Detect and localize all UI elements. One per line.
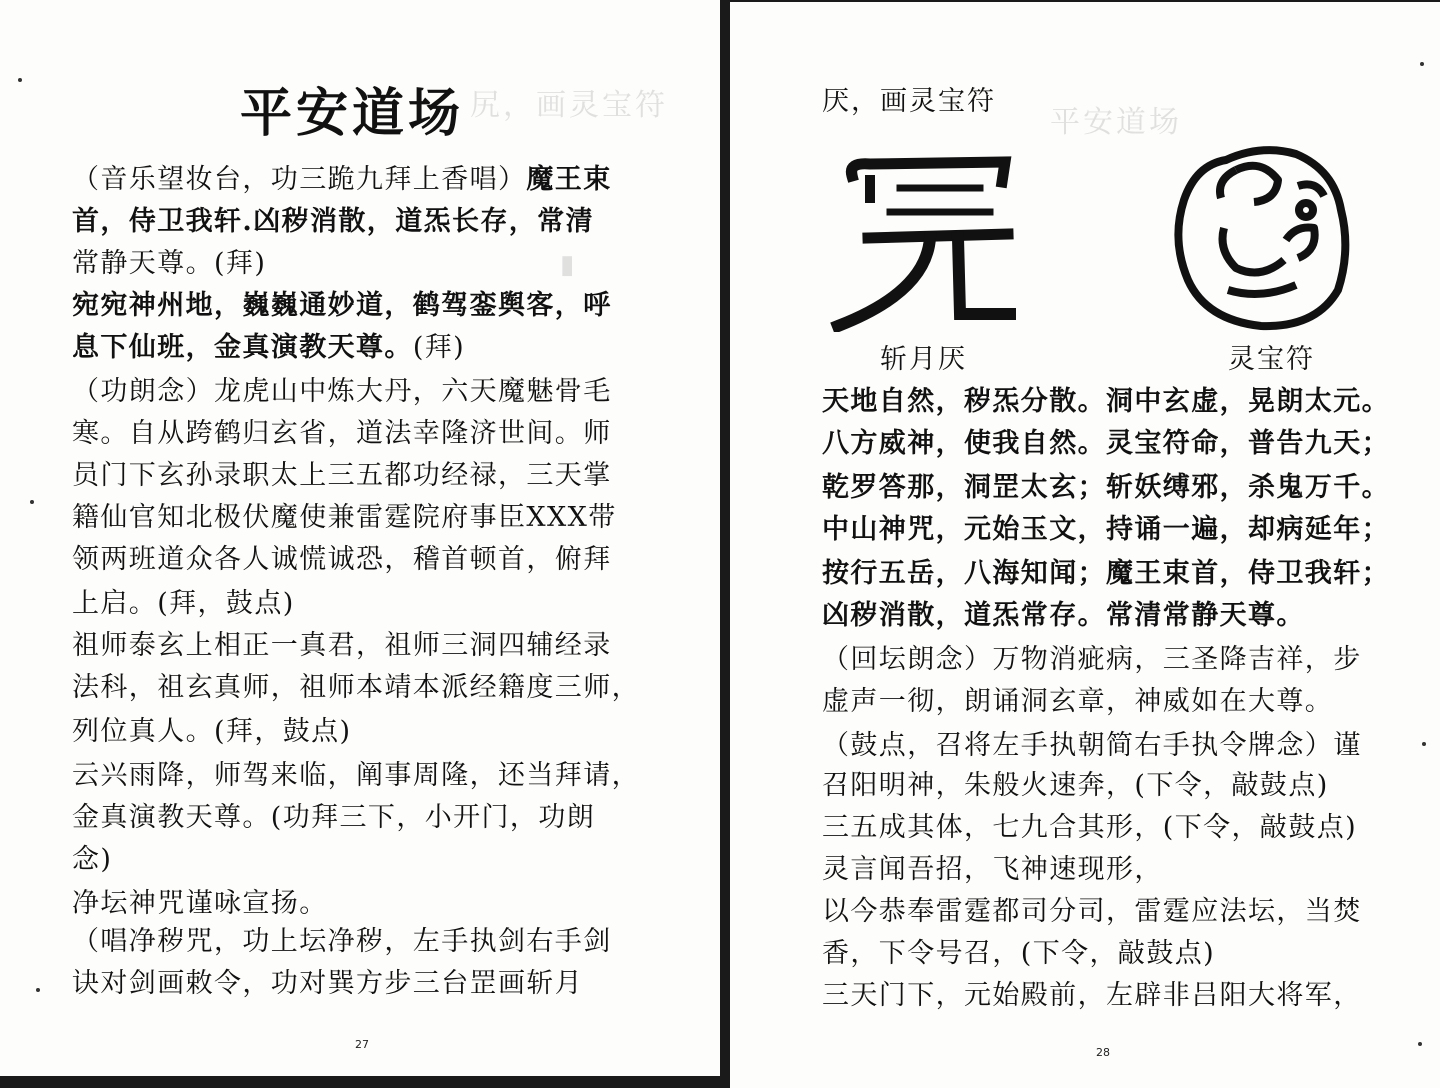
text-line: 念) <box>72 844 113 875</box>
text-line: 以今恭奉雷霆都司分司，雷霆应法坛，当焚 <box>822 896 1362 927</box>
text-line: 宛宛神州地，巍巍通妙道，鹤驾銮舆客，呼 <box>72 290 612 321</box>
text-line: 召阳明神，朱般火速奔，(下令，敲鼓点) <box>822 770 1329 801</box>
text-line <box>72 328 465 368</box>
page-number: 27 <box>355 1038 369 1051</box>
right-page <box>730 2 1440 1088</box>
text-line: 香，下令号召，(下令，敲鼓点) <box>822 938 1216 969</box>
text-line: 首，侍卫我轩.凶秽消散，道炁长存，常清 <box>72 206 594 237</box>
text-line: 净坛神咒谨咏宣扬。 <box>72 888 328 919</box>
text-line: 领两班道众各人诚慌诚恐，稽首顿首，俯拜 <box>72 544 612 575</box>
text-line: 寒。自从跨鹤归玄省，道法幸隆济世间。师 <box>72 418 612 449</box>
text-line: 诀对剑画敕令，功对巽方步三台罡画斩月 <box>72 968 584 999</box>
bleed-through-text: ▮ <box>560 250 578 280</box>
text-normal: （音乐望妆台，功三跪九拜上香唱） <box>72 164 527 195</box>
text-line: 常静天尊。(拜) <box>72 248 267 279</box>
zhanyueyan-talisman-icon <box>830 142 1030 332</box>
incantation-line: 八方威神，使我自然。灵宝符命，普告九天； <box>822 428 1390 459</box>
speck <box>1418 1042 1422 1046</box>
text-line: （功朗念）龙虎山中炼大丹，六天魔魅骨毛 <box>72 376 612 407</box>
text-line: 金真演教天尊。(功拜三下，小开门，功朗 <box>72 802 596 833</box>
text-line: 列位真人。(拜，鼓点) <box>72 716 352 747</box>
page-number: 28 <box>1096 1046 1110 1059</box>
incantation-line: 乾罗答那，洞罡太玄；斩妖缚邪，杀鬼万千。 <box>822 472 1390 503</box>
text-line: （鼓点，召将左手执朝简右手执令牌念）谨 <box>822 730 1362 761</box>
text-line: 虚声一彻，朗诵洞玄章，神威如在大尊。 <box>822 686 1334 717</box>
text-line: 籍仙官知北极伏魔使兼雷霆院府事臣XXX带 <box>72 502 617 533</box>
incantation-line: 中山神咒，元始玉文，持诵一遍，却病延年； <box>822 514 1390 545</box>
text-bold: 魔王束 <box>526 164 612 195</box>
incantation-line: 天地自然，秽炁分散。洞中玄虚，晃朗太元。 <box>822 386 1390 417</box>
text-line: （唱净秽咒，功上坛净秽，左手执剑右手剑 <box>72 926 612 957</box>
talisman-caption-left: 斩月厌 <box>880 344 967 375</box>
bleed-through-text: 平安道场 <box>1050 105 1182 140</box>
talisman-heading: 厌，画灵宝符 <box>822 86 996 117</box>
text-bold: 息下仙班，金真演教天尊。 <box>72 332 413 363</box>
speck <box>36 988 40 992</box>
text-normal: (拜) <box>412 332 466 363</box>
talisman-caption-right: 灵宝符 <box>1228 344 1315 375</box>
text-line: （回坛朗念）万物消疵病，三圣降吉祥，步 <box>822 644 1362 675</box>
text-line: 云兴雨降，师驾来临，阐事周隆，还当拜请， <box>72 760 640 791</box>
incantation-line: 凶秽消散，道炁常存。常清常静天尊。 <box>822 600 1305 631</box>
incantation-line: 按行五岳，八海知闻；魔王束首，侍卫我轩； <box>822 558 1390 589</box>
text-line: 员门下玄孙录职太上三五都功经禄，三天掌 <box>72 460 612 491</box>
bleed-through-text: 尻，画灵宝符 <box>470 88 668 123</box>
lingbao-talisman-icon <box>1166 140 1356 336</box>
page-title: 平安道场 <box>239 83 464 144</box>
text-line: 三天门下，元始殿前，左辟非吕阳大将军， <box>822 980 1362 1011</box>
speck <box>18 78 22 82</box>
left-page <box>0 0 720 1076</box>
text-line: 三五成其体，七九合其形，(下令，敲鼓点) <box>822 812 1358 843</box>
text-line: 灵言闻吾招，飞神速现形， <box>822 854 1163 885</box>
text-line: 法科，祖玄真师，祖师本靖本派经籍度三师， <box>72 672 640 703</box>
speck <box>30 500 34 504</box>
text-line: 上启。(拜，鼓点) <box>72 588 295 619</box>
text-line <box>72 160 612 200</box>
speck <box>1420 62 1424 66</box>
speck <box>1422 742 1426 746</box>
text-line: 祖师泰玄上相正一真君，祖师三洞四辅经录 <box>72 630 612 661</box>
